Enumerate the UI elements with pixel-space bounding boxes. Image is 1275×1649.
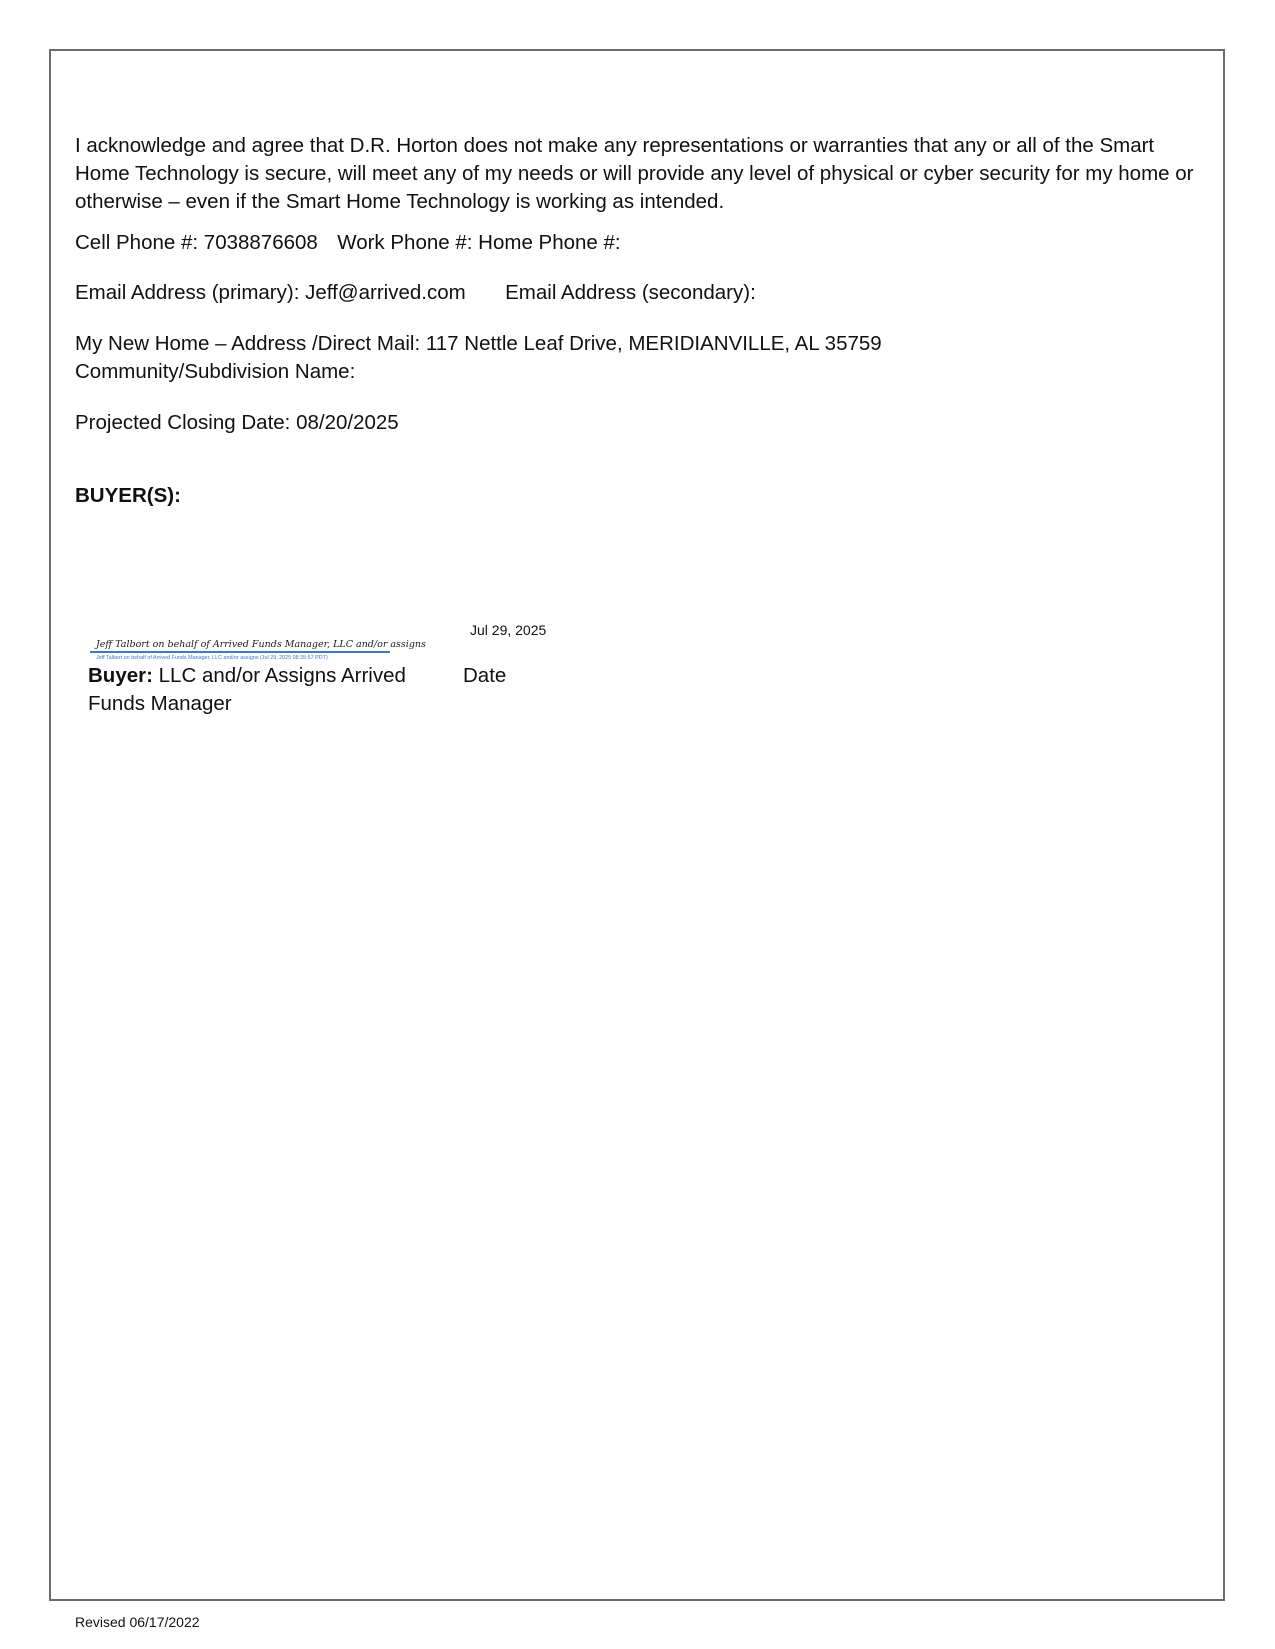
signature-block [88,635,426,665]
acknowledgement-paragraph: I acknowledge and agree that D.R. Horton does not make any representations or warranties that any or all of the Smart Home Technology is secure, will meet any of my needs or will provide any level of physical or cyber security for my home or otherwise – even if the Smart Home Technology is working as intended. [75,134,1194,213]
closing-date-line [75,409,399,437]
email-primary-label: Email Address (primary): [75,281,300,304]
signed-date: Jul 29, 2025 [470,622,547,638]
closing-date-value: 08/20/2025 [296,411,399,434]
handwritten-signature: Jeff Talbort on behalf of Arrived Funds Manager, LLC and/or assigns [96,639,426,650]
buyer-name: LLC and/or Assigns Arrived Funds Manager [88,664,406,715]
revision-note: Revised 06/17/2022 [75,1614,200,1630]
buyer-signature-label [88,662,418,718]
email-secondary-label: Email Address (secondary): [505,281,756,304]
community-line [75,358,355,386]
cell-phone-value: 7038876608 [203,231,318,254]
buyer-label: Buyer: [88,664,153,687]
date-label: Date [463,664,507,687]
signature-line [90,651,390,653]
closing-date-label: Projected Closing Date: [75,411,291,434]
email-line [75,279,756,307]
address-label: My New Home – Address /Direct Mail: [75,332,421,355]
buyers-heading: BUYER(S): [75,484,181,507]
community-label: Community/Subdivision Name: [75,360,356,383]
email-primary-value: Jeff@arrived.com [305,281,466,304]
signature-caption: Jeff Talbert on behalf of Arrived Funds Manager, LLC and/or assigns (Jul 29, 2025 08:35:57 PDT) [96,655,328,661]
address-value: 117 Nettle Leaf Drive, MERIDIANVILLE, AL 35759 [425,332,882,355]
home-phone-label: Home Phone #: [478,231,621,254]
work-phone-label: Work Phone #: [337,231,473,254]
address-line [75,330,882,358]
phone-line [75,229,621,257]
cell-phone-label: Cell Phone #: [75,231,199,254]
